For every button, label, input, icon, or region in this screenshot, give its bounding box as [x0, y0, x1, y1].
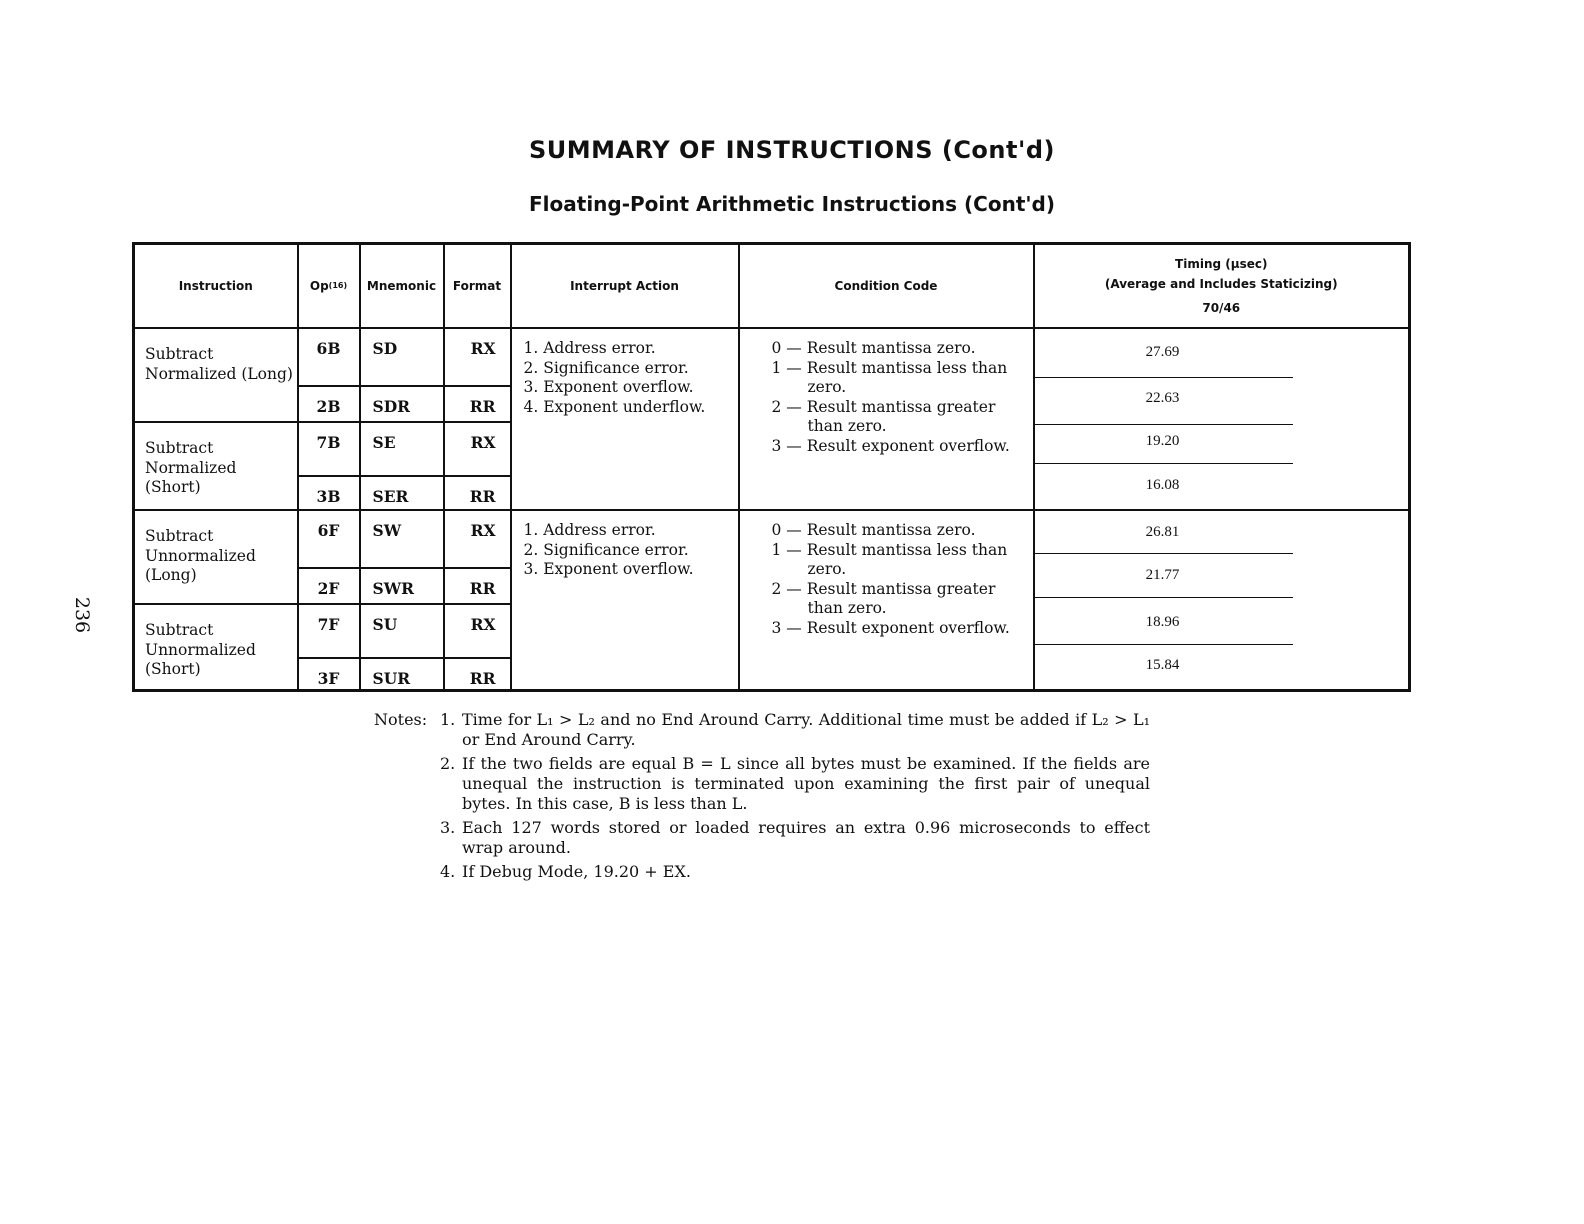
instruction-name: Subtract Normalized (Long)	[134, 328, 298, 422]
format: RR	[444, 476, 511, 510]
condition-item: than zero.	[807, 417, 887, 435]
table-row	[134, 328, 1410, 386]
note-number: 2.	[440, 754, 456, 773]
header-timing	[1034, 244, 1410, 329]
note-text: Time for L₁ > L₂ and no End Around Carry. Additional time must be added if L₂ > L₁ or End Around Carry.	[462, 710, 1150, 749]
timing-value: 27.69	[1145, 344, 1180, 360]
condition-item: zero.	[807, 378, 847, 396]
timing-divider	[1035, 644, 1293, 645]
note-item	[374, 710, 1150, 750]
condition-item: 2 — Result mantissa greater	[771, 579, 996, 598]
page-title: SUMMARY OF INSTRUCTIONS (Cont'd)	[529, 136, 1055, 164]
interrupt-action-cell	[511, 510, 739, 690]
op-code: 6F	[298, 510, 360, 568]
header-timing-line2: (Average and Includes Staticizing)	[1104, 277, 1338, 291]
note-number: 4.	[440, 862, 456, 881]
timing-divider	[1035, 377, 1293, 378]
format: RR	[444, 568, 511, 604]
note-number: 1.	[440, 710, 456, 729]
interrupt-item: 4. Exponent underflow.	[523, 397, 706, 416]
header-row	[134, 244, 1410, 329]
op-code: 3F	[298, 658, 360, 690]
page-number: 236	[71, 596, 93, 634]
header-condition-code: Condition Code	[739, 244, 1034, 329]
timing-divider	[1035, 424, 1293, 425]
mnemonic: SWR	[360, 568, 444, 604]
timing-cell	[1034, 510, 1410, 690]
header-op-subscript: (16)	[328, 281, 348, 290]
header-instruction: Instruction	[134, 244, 298, 329]
note-text: If Debug Mode, 19.20 + EX.	[462, 862, 691, 881]
op-code: 6B	[298, 328, 360, 386]
instruction-summary-table	[132, 242, 1411, 692]
header-format: Format	[444, 244, 511, 329]
format: RX	[444, 604, 511, 658]
interrupt-item: 1. Address error.	[523, 339, 656, 357]
timing-value: 16.08	[1145, 477, 1180, 493]
timing-divider	[1035, 553, 1293, 554]
timing-value: 15.84	[1145, 657, 1180, 673]
condition-item: 3 — Result exponent overflow.	[771, 436, 1010, 455]
interrupt-item: 2. Significance error.	[523, 540, 689, 559]
notes-section	[374, 710, 1154, 886]
note-item	[374, 818, 1150, 858]
page-subtitle: Floating-Point Arithmetic Instructions (Cont'd)	[529, 192, 1055, 216]
timing-value: 18.96	[1145, 614, 1180, 630]
timing-divider	[1035, 597, 1293, 598]
table-row	[134, 510, 1410, 568]
header-op-label: Op	[309, 279, 329, 293]
mnemonic: SU	[360, 604, 444, 658]
instruction-name: Subtract Unnormalized (Short)	[134, 604, 298, 690]
format: RR	[444, 386, 511, 422]
interrupt-item: 2. Significance error.	[523, 358, 689, 377]
timing-divider	[1035, 463, 1293, 464]
header-interrupt-action: Interrupt Action	[511, 244, 739, 329]
op-code: 7B	[298, 422, 360, 476]
condition-code-cell	[739, 510, 1034, 690]
condition-code-cell	[739, 328, 1034, 510]
condition-item: 3 — Result exponent overflow.	[771, 618, 1010, 637]
condition-item: 2 — Result mantissa greater	[771, 397, 996, 416]
mnemonic: SER	[360, 476, 444, 510]
note-text: Each 127 words stored or loaded requires an extra 0.96 microseconds to effect wrap around.	[462, 818, 1150, 857]
header-timing-line3: 70/46	[1202, 301, 1241, 315]
format: RX	[444, 422, 511, 476]
op-code: 2F	[298, 568, 360, 604]
header-op	[298, 244, 360, 329]
op-code: 3B	[298, 476, 360, 510]
note-item	[374, 754, 1150, 814]
mnemonic: SW	[360, 510, 444, 568]
condition-item: than zero.	[807, 599, 887, 617]
timing-cell	[1034, 328, 1410, 510]
header-timing-line1: Timing (µsec)	[1175, 257, 1268, 271]
condition-item: 1 — Result mantissa less than	[771, 358, 1008, 377]
timing-value: 19.20	[1145, 433, 1180, 449]
condition-item: 1 — Result mantissa less than	[771, 540, 1008, 559]
note-text: If the two fields are equal B = L since all bytes must be examined. If the fields are unequal the instruction is terminated upon examining the first pair of unequal bytes. In this case, B is less than L.	[462, 754, 1150, 813]
note-number: 3.	[440, 818, 456, 837]
interrupt-item: 3. Exponent overflow.	[523, 560, 694, 578]
condition-item: 0 — Result mantissa zero.	[771, 521, 976, 539]
interrupt-item: 3. Exponent overflow.	[523, 378, 694, 396]
timing-value: 26.81	[1145, 524, 1180, 540]
instruction-name: Subtract Normalized (Short)	[134, 422, 298, 510]
mnemonic: SE	[360, 422, 444, 476]
interrupt-action-cell	[511, 328, 739, 510]
timing-value: 22.63	[1145, 390, 1180, 406]
header-mnemonic: Mnemonic	[360, 244, 444, 329]
condition-item: 0 — Result mantissa zero.	[771, 339, 976, 357]
timing-value: 21.77	[1145, 567, 1180, 583]
mnemonic: SD	[360, 328, 444, 386]
condition-item: zero.	[807, 560, 847, 578]
note-item	[374, 862, 1150, 882]
mnemonic: SUR	[360, 658, 444, 690]
format: RR	[444, 658, 511, 690]
op-code: 7F	[298, 604, 360, 658]
format: RX	[444, 510, 511, 568]
op-code: 2B	[298, 386, 360, 422]
notes-label: Notes:	[374, 710, 428, 729]
interrupt-item: 1. Address error.	[523, 521, 656, 539]
format: RX	[444, 328, 511, 386]
instruction-name: Subtract Unnormalized (Long)	[134, 510, 298, 604]
mnemonic: SDR	[360, 386, 444, 422]
